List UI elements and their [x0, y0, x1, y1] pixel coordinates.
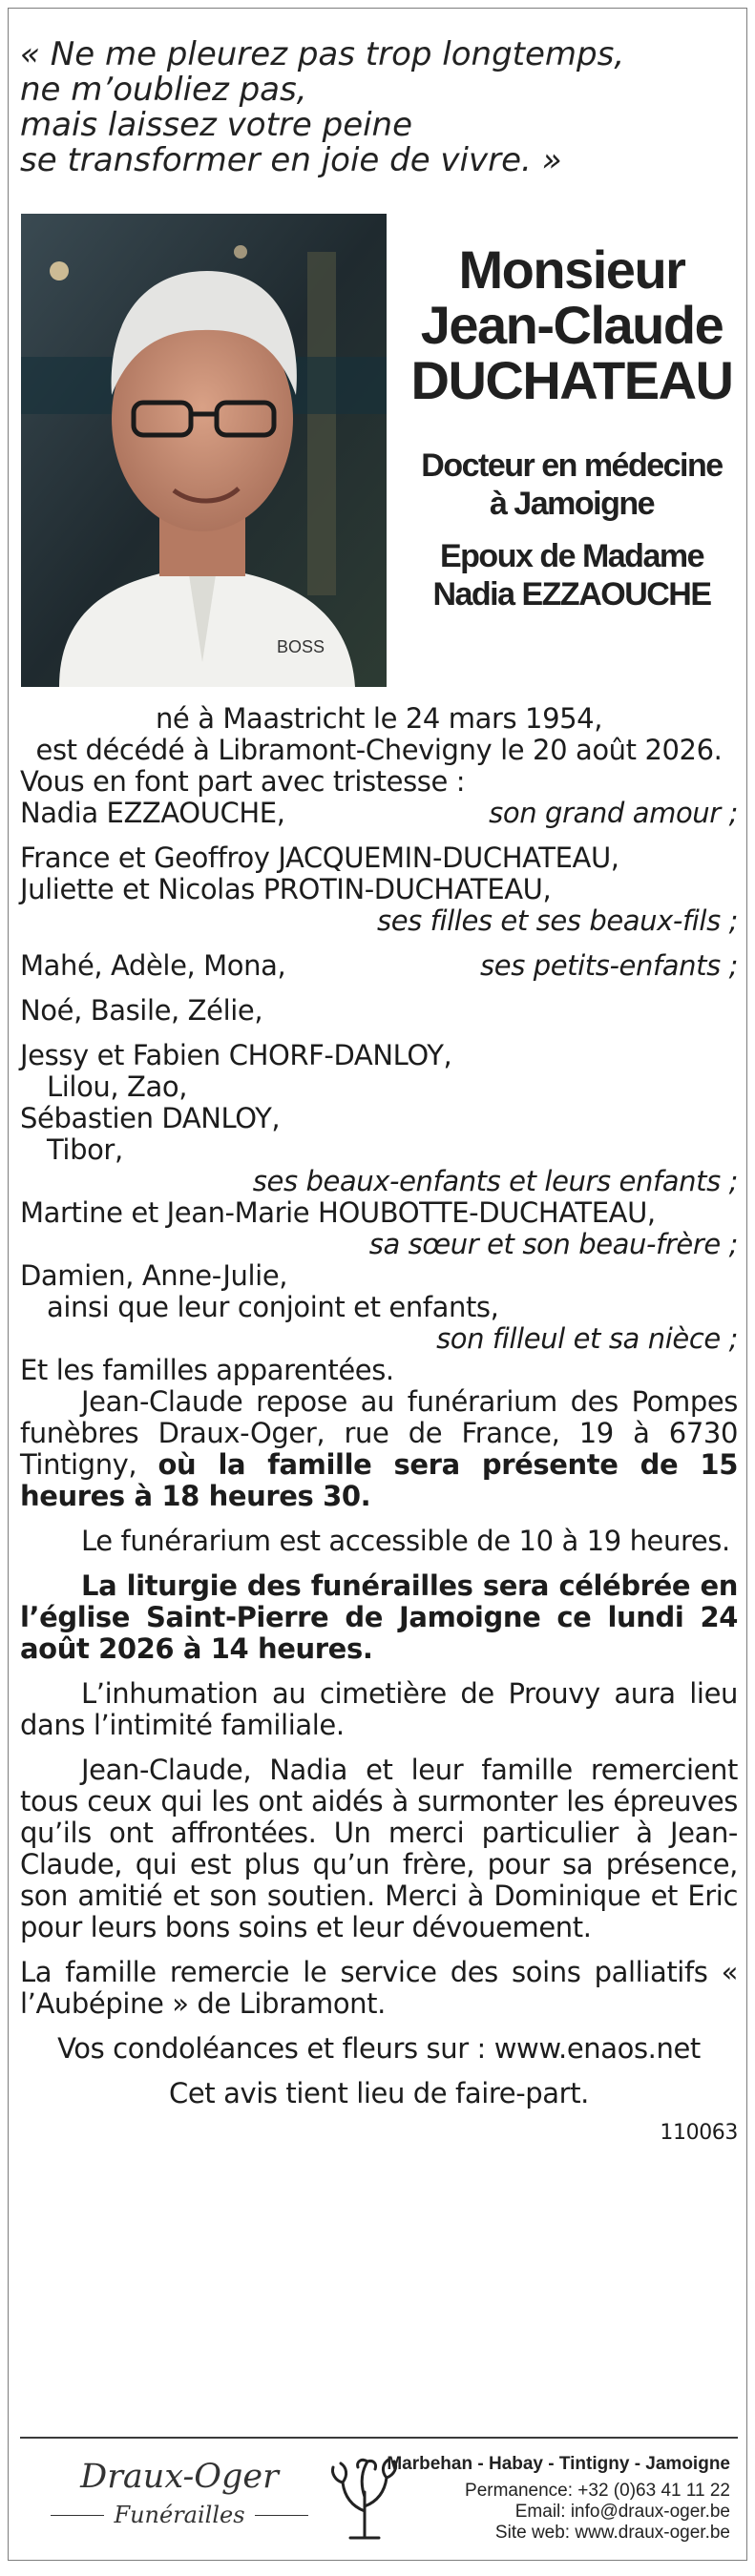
epigraph-quote — [20, 37, 726, 178]
phone-line: Permanence: +32 (0)63 41 11 22 — [465, 2481, 730, 2501]
relatives-line: Et les familles apparentées. — [20, 1354, 394, 1386]
family-names: Sébastien DANLOY, — [20, 1102, 281, 1134]
email-line[interactable]: Email: info@draux-oger.be — [514, 2502, 730, 2522]
intro-line: Vous en font part avec tristesse : — [20, 765, 466, 798]
family-names: Mahé, Adèle, Mona, — [20, 949, 286, 982]
portrait-photo — [21, 214, 387, 687]
condolences-line: Vos condoléances et fleurs sur : www.enaos.net — [57, 2032, 701, 2065]
rest-paragraph — [20, 1386, 738, 1512]
palliative-paragraph — [20, 1957, 738, 2020]
hours-text: Le funérarium est accessible de 10 à 19 heures. — [81, 1525, 730, 1557]
quote-line: « Ne me pleurez pas trop longtemps, — [20, 35, 625, 73]
portrait-illustration — [21, 214, 387, 687]
rest-text: Jean-Claude repose au funérarium des Pompes funèbres Draux-Oger, rue de France, 19 à 6730 Tintigny, — [20, 1385, 738, 1481]
family-relation: son grand amour ; — [489, 797, 738, 829]
family-relation: son filleul et sa nièce ; — [436, 1322, 738, 1355]
family-relation: ses petits-enfants ; — [480, 949, 738, 982]
quote-line: se transformer en joie de vivre. » — [20, 141, 562, 179]
title: Monsieur — [458, 239, 685, 300]
thanks-paragraph — [20, 1755, 738, 1943]
spouse-name: Nadia EZZAOUCHE — [432, 576, 711, 613]
reference-number: 110063 — [660, 2121, 738, 2145]
quote-line: ne m’oubliez pas, — [20, 71, 307, 109]
family-relation: ses beaux-enfants et leurs enfants ; — [252, 1165, 738, 1197]
divider — [51, 2515, 104, 2516]
shirt-logo: BOSS — [277, 637, 325, 656]
family-names: Damien, Anne-Julie, — [20, 1259, 288, 1292]
obituary-notice — [8, 8, 747, 2561]
family-note: ainsi que leur conjoint et enfants, — [47, 1291, 499, 1323]
family-relation: sa sœur et son beau-frère ; — [368, 1228, 738, 1260]
spouse-line: Epoux de Madame — [439, 538, 703, 574]
divider — [255, 2515, 308, 2516]
family-relation: ses filles et ses beaux-fils ; — [377, 904, 738, 937]
birth-line: né à Maastricht le 24 mars 1954, — [155, 702, 603, 735]
last-name: DUCHATEAU — [410, 350, 733, 410]
notice-body — [20, 703, 738, 2146]
funeral-home-footer — [20, 2437, 738, 2553]
locations: Marbehan - Habay - Tintigny - Jamoigne — [387, 2454, 730, 2474]
family-names: Noé, Basile, Zélie, — [20, 994, 263, 1027]
family-names: Martine et Jean-Marie HOUBOTTE-DUCHATEAU, — [20, 1196, 656, 1229]
rest-bold: où la famille sera présente de 15 heures à 18 heures 30. — [20, 1448, 738, 1512]
quote-line: mais laissez votre peine — [20, 106, 413, 144]
family-names: Lilou, Zao, — [47, 1070, 188, 1103]
family-names: Nadia EZZAOUCHE, — [20, 797, 285, 829]
family-names: Jessy et Fabien CHORF-DANLOY, — [20, 1039, 452, 1071]
liturgy-text: La liturgie des funérailles sera célébrée en l’église Saint-Pierre de Jamoigne ce lundi 24 août 2026 à 14 heures. — [20, 1569, 738, 1665]
palliative-text: La famille remercie le service des soins palliatifs « l’Aubépine » de Libramont. — [20, 1956, 738, 2020]
profession-place: à Jamoigne — [489, 486, 655, 522]
burial-text: L’inhumation au cimetière de Prouvy aura lieu dans l’intimité familiale. — [20, 1677, 738, 1741]
family-entry-spouse — [20, 798, 738, 829]
website-line[interactable]: Site web: www.draux-oger.be — [494, 2523, 730, 2543]
notice-line: Cet avis tient lieu de faire-part. — [169, 2077, 589, 2109]
deceased-heading — [400, 239, 744, 613]
company-name: Draux-Oger — [80, 2458, 279, 2496]
contact-info — [387, 2454, 730, 2544]
family-names: Tibor, — [47, 1133, 123, 1166]
first-name: Jean-Claude — [420, 295, 724, 355]
family-names: Juliette et Nicolas PROTIN-DUCHATEAU, — [20, 873, 552, 905]
thanks-text: Jean-Claude, Nadia et leur famille remercient tous ceux qui les ont aidés à surmonter les épreuves qu’ils ont affrontées. Un merci particulier à Jean-Claude, qui est plus qu’un frère, pour sa présence, son amitié et son soutien. Merci à Dominique et Eric pour leurs bons soins et leur dévouement. — [20, 1754, 738, 1943]
family-entry-grandchildren — [20, 950, 738, 982]
family-names: France et Geoffroy JACQUEMIN-DUCHATEAU, — [20, 841, 619, 874]
profession-line: Docteur en médecine — [421, 447, 723, 484]
hours-paragraph — [20, 1526, 738, 1557]
burial-paragraph — [20, 1678, 738, 1741]
death-line: est décédé à Libramont-Chevigny le 20 août 2026. — [35, 734, 723, 766]
funeral-home-logo — [51, 2458, 308, 2528]
company-subtitle: Funérailles — [114, 2502, 245, 2528]
liturgy-paragraph — [20, 1570, 738, 1665]
